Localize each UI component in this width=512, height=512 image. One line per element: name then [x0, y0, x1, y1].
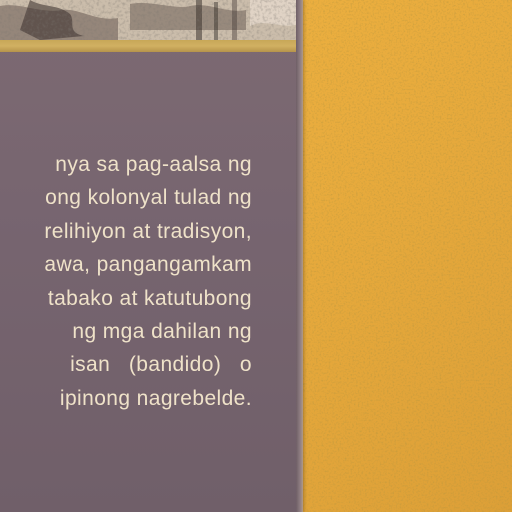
- exhibit-caption: [0, 148, 252, 415]
- panel-side-edge: [296, 0, 303, 512]
- caption-line: ng mga dahilan ng: [72, 319, 252, 343]
- caption-line: ong kolonyal tulad ng: [45, 186, 252, 210]
- caption-line: tabako at katutubong: [47, 286, 252, 310]
- caption-line: awa, pangangamkam: [44, 253, 252, 277]
- historical-photo-fragment: [0, 0, 298, 40]
- caption-line: ipinong nagrebelde.: [59, 386, 252, 410]
- caption-line: isan (bandido) o: [70, 353, 252, 377]
- caption-line: nya sa pag-aalsa ng: [55, 153, 252, 176]
- gold-divider-band: [0, 40, 300, 52]
- caption-line: relihiyon at tradisyon,: [44, 219, 252, 243]
